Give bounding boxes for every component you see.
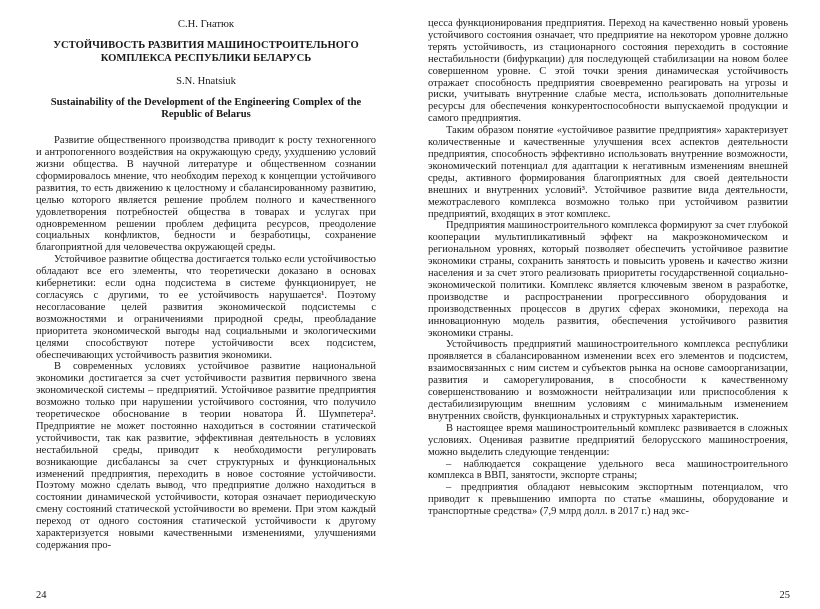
body-paragraph: Предприятия машиностроительного комплекса формируют за счет глубокой кооперации мультипликативный эффект на макроэкономическом и региональном уровнях, который позволяет обеспечить устойчивое развитие экономики страны, сохранить занятость и повысить уровень и качество жизни населения и за счет этого реализовать приоритеты государственной социально-экономической политики. Комплекс является ключевым звеном в разработке, производстве и распространении прогрессивного оборудования и производственных процессов в других сферах экономики, перехода на инновационную модель развития, обеспечения устойчивого развития экономики страны. [428, 220, 788, 339]
body-paragraph: цесса функционирования предприятия. Переход на качественно новый уровень устойчивого состояния означает, что предприятие на некотором уровне должно терять устойчивость, из стационарного состояния переходить в состояние нестабильности (бифуркации) для последующей стабилизации на новом более совершенном уровне. С этой точки зрения динамическая устойчивость отражает способность предприятия своевременно реагировать на угрозы и риски, учитывать внутренние слабые места, использовать дополнительные ресурсы для обеспечения конкурентоспособности выпускаемой продукции и самого предприятия. [428, 18, 788, 125]
body-paragraph: Развитие общественного производства приводит к росту техногенного и антропогенного воздействия на окружающую среду, ухудшению условий жизни общества. В научной литературе и общественном сознании сформировалось мнение, что необходим переход к концепции устойчивого развития, то есть движению к целостному и сбалансированному развитию, целью которого является решение проблем полного и качественного удовлетворения потребностей общества в товарах и услугах при одновременном решении проблем дефицита ресурсов, преодоление социальных конфликтов, бедности и безработицы, сохранение благоприятной для человечества окружающей среды. [36, 135, 376, 254]
right-page-column [428, 18, 788, 518]
body-paragraph: В настоящее время машиностроительный комплекс развивается в сложных условиях. Оценивая развитие предприятий белорусского машиностроения, можно выделить следующие тенденции: [428, 422, 788, 458]
page-number: 24 [36, 590, 47, 601]
article-title-en: Sustainability of the Development of the Engineering Complex of the Republic of Belarus [50, 96, 362, 121]
article-title-ru: УСТОЙЧИВОСТЬ РАЗВИТИЯ МАШИНОСТРОИТЕЛЬНОГО КОМПЛЕКСА РЕСПУБЛИКИ БЕЛАРУСЬ [53, 40, 359, 64]
author-name-ru: С.Н. Гнатюк [177, 19, 235, 30]
left-page-column [36, 18, 376, 552]
list-item: – предприятия обладают невысоким экспортным потенциалом, что приводит к превышению импорта по статье «машины, оборудование и транспортные средства» (7,9 млрд долл. в 2017 г.) над экс- [428, 482, 788, 518]
author-name-en: S.N. Hnatsiuk [176, 75, 236, 87]
page-number: 25 [779, 590, 790, 601]
right-page [410, 0, 820, 609]
list-item: – наблюдается сокращение удельного веса машиностроительного комплекса в ВВП, занятости, экспорте страны; [428, 458, 788, 482]
body-paragraph: Таким образом понятие «устойчивое развитие предприятия» характеризует количественные и качественные улучшения всех аспектов деятельности предприятия, способность эффективно использовать внутренние возможности, экономический потенциал для адаптации к негативным изменениям внешней среды, активного формирования благоприятных для своей деятельности внешних и внутренних условий³. Устойчивое развитие вида деятельности, межотраслевого комплекса возможно только при устойчивом развитии предприятий, входящих в этот комплекс. [428, 125, 788, 220]
body-paragraph: В современных условиях устойчивое развитие национальной экономики достигается за счет устойчивости развития первичного звена экономической системы – предприятий. Устойчивое развитие предприятия возможно только при нарушении устойчивого состояния, что получило теоретическое обоснование в теории новатора Й. Шумпетера². Предприятие не может постоянно находиться в состоянии статической устойчивости, так как развитие, эффективная деятельность в условиях нестабильной среды, приводит к необходимости регулировать возникающие дисбалансы за счет структурных и функциональных изменений предприятия, переходить в новое состояние устойчивости. Поэтому можно сделать вывод, что предприятие должно находиться в состоянии динамической устойчивости, которая означает периодическую смену состояний статической устойчивости во времени. При этом каждый переход от одного состояния статической устойчивости к другому характеризуется новыми качественными изменениями, улучшениями содержания про- [36, 361, 376, 551]
body-paragraph: Устойчивость предприятий машиностроительного комплекса республики проявляется в сбалансированном изменении всех его элементов и подсистем, взаимосвязанных с ним систем и субъектов рынка на основе самоорганизации, развития и саморегулирования, в способности к качественному совершенствованию и возможности нейтрализации или приспособления к дестабилизирующим внешним условиям с минимальным изменением внутренних свойств, функциональных и структурных характеристик. [428, 339, 788, 422]
body-paragraph: Устойчивое развитие общества достигается только если устойчивостью обладают все его элементы, что теоретически доказано в основах кибернетики: если одна подсистема в системе функционирует, не согласуясь с другими, то ее устойчивость нарушается¹. Поэтому несогласование целей развития экономической подсистемы с возможностями и ограничениями природной среды, преобладание приоритета экономической выгоды над социальными и экологическими целями способствуют потере устойчивости всех подсистем, обеспечивающих устойчивость развития экономики. [36, 254, 376, 361]
